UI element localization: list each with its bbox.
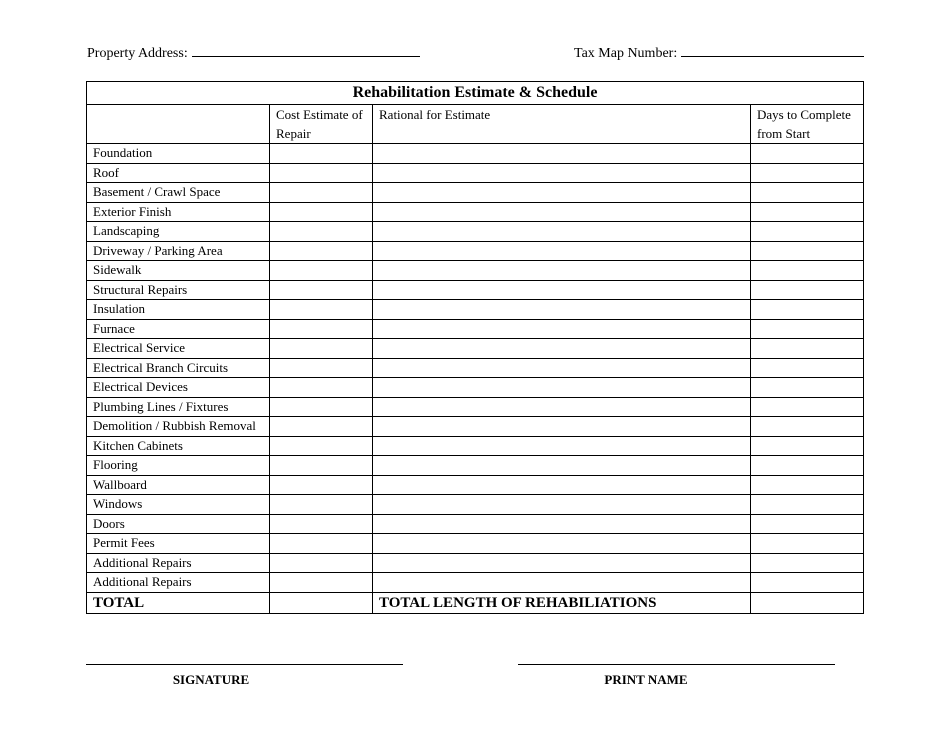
rationale-cell[interactable] — [373, 417, 751, 437]
column-header-rationale: Rational for Estimate — [373, 105, 751, 144]
rationale-cell[interactable] — [373, 241, 751, 261]
cost-estimate-cell[interactable] — [270, 222, 373, 242]
row-item-label: Basement / Crawl Space — [87, 183, 270, 203]
days-to-complete-cell[interactable] — [751, 495, 864, 515]
table-row — [87, 261, 864, 281]
row-item-label: Landscaping — [87, 222, 270, 242]
rationale-cell[interactable] — [373, 319, 751, 339]
cost-estimate-cell[interactable] — [270, 144, 373, 164]
cost-estimate-cell[interactable] — [270, 358, 373, 378]
total-row — [87, 592, 864, 613]
column-header-row — [87, 105, 864, 144]
days-to-complete-cell[interactable] — [751, 534, 864, 554]
cost-estimate-cell[interactable] — [270, 553, 373, 573]
property-address-input-line[interactable] — [192, 42, 420, 57]
signature-label: SIGNATURE — [172, 672, 250, 687]
days-to-complete-cell[interactable] — [751, 514, 864, 534]
days-to-complete-cell[interactable] — [751, 339, 864, 359]
rationale-cell[interactable] — [373, 261, 751, 281]
row-item-label: Permit Fees — [87, 534, 270, 554]
row-item-label: Doors — [87, 514, 270, 534]
rationale-cell[interactable] — [373, 183, 751, 203]
rationale-cell[interactable] — [373, 358, 751, 378]
days-to-complete-cell[interactable] — [751, 397, 864, 417]
rehabilitation-estimate-table — [86, 81, 864, 614]
rationale-cell[interactable] — [373, 436, 751, 456]
row-item-label: Electrical Branch Circuits — [87, 358, 270, 378]
row-item-label: Roof — [87, 163, 270, 183]
property-address-field — [87, 42, 420, 62]
days-to-complete-cell[interactable] — [751, 163, 864, 183]
cost-estimate-cell[interactable] — [270, 378, 373, 398]
cost-estimate-cell[interactable] — [270, 475, 373, 495]
cost-estimate-cell[interactable] — [270, 261, 373, 281]
tax-map-number-label: Tax Map Number: — [574, 46, 678, 61]
rationale-cell[interactable] — [373, 280, 751, 300]
table-row — [87, 319, 864, 339]
table-row — [87, 397, 864, 417]
cost-estimate-cell[interactable] — [270, 183, 373, 203]
table-row — [87, 514, 864, 534]
days-to-complete-cell[interactable] — [751, 436, 864, 456]
tax-map-number-field — [574, 42, 864, 62]
rationale-cell[interactable] — [373, 475, 751, 495]
cost-estimate-cell[interactable] — [270, 319, 373, 339]
table-row — [87, 436, 864, 456]
rationale-cell[interactable] — [373, 495, 751, 515]
table-row — [87, 280, 864, 300]
cost-estimate-cell[interactable] — [270, 397, 373, 417]
rationale-cell[interactable] — [373, 573, 751, 593]
days-to-complete-cell[interactable] — [751, 475, 864, 495]
cost-estimate-cell[interactable] — [270, 339, 373, 359]
table-row — [87, 495, 864, 515]
row-item-label: Wallboard — [87, 475, 270, 495]
table-row — [87, 202, 864, 222]
days-to-complete-cell[interactable] — [751, 456, 864, 476]
cost-estimate-cell[interactable] — [270, 534, 373, 554]
table-title: Rehabilitation Estimate & Schedule — [87, 82, 864, 105]
total-days-cell[interactable] — [751, 592, 864, 613]
column-header-cost-estimate: Cost Estimate of Repair — [270, 105, 373, 144]
days-to-complete-cell[interactable] — [751, 261, 864, 281]
days-to-complete-cell[interactable] — [751, 319, 864, 339]
days-to-complete-cell[interactable] — [751, 553, 864, 573]
table-row — [87, 378, 864, 398]
days-to-complete-cell[interactable] — [751, 378, 864, 398]
table-row — [87, 417, 864, 437]
rationale-cell[interactable] — [373, 163, 751, 183]
days-to-complete-cell[interactable] — [751, 300, 864, 320]
row-item-label: Exterior Finish — [87, 202, 270, 222]
row-item-label: Electrical Service — [87, 339, 270, 359]
rationale-cell[interactable] — [373, 144, 751, 164]
print-name-line[interactable] — [518, 664, 835, 665]
rationale-cell[interactable] — [373, 534, 751, 554]
rationale-cell[interactable] — [373, 378, 751, 398]
rationale-cell[interactable] — [373, 553, 751, 573]
days-to-complete-cell[interactable] — [751, 417, 864, 437]
cost-estimate-cell[interactable] — [270, 573, 373, 593]
cost-estimate-cell[interactable] — [270, 495, 373, 515]
row-item-label: Foundation — [87, 144, 270, 164]
rationale-cell[interactable] — [373, 397, 751, 417]
rationale-cell[interactable] — [373, 222, 751, 242]
total-cost-cell[interactable] — [270, 592, 373, 613]
row-item-label: Plumbing Lines / Fixtures — [87, 397, 270, 417]
table-row — [87, 358, 864, 378]
row-item-label: Windows — [87, 495, 270, 515]
table-row — [87, 573, 864, 593]
cost-estimate-cell[interactable] — [270, 280, 373, 300]
rationale-cell[interactable] — [373, 202, 751, 222]
row-item-label: Structural Repairs — [87, 280, 270, 300]
days-to-complete-cell[interactable] — [751, 222, 864, 242]
days-to-complete-cell[interactable] — [751, 241, 864, 261]
row-item-label: Additional Repairs — [87, 553, 270, 573]
print-name-label: PRINT NAME — [604, 672, 688, 687]
rationale-cell[interactable] — [373, 300, 751, 320]
rationale-cell[interactable] — [373, 514, 751, 534]
days-to-complete-cell[interactable] — [751, 358, 864, 378]
property-address-label: Property Address: — [87, 46, 188, 61]
days-to-complete-cell[interactable] — [751, 183, 864, 203]
table-row — [87, 300, 864, 320]
table-row — [87, 553, 864, 573]
total-length-label: TOTAL LENGTH OF REHABILIATIONS — [373, 592, 751, 613]
row-item-label: Insulation — [87, 300, 270, 320]
rationale-cell[interactable] — [373, 456, 751, 476]
days-to-complete-cell[interactable] — [751, 573, 864, 593]
row-item-label: Furnace — [87, 319, 270, 339]
table-row — [87, 241, 864, 261]
row-item-label: Driveway / Parking Area — [87, 241, 270, 261]
table-row — [87, 534, 864, 554]
table-row — [87, 456, 864, 476]
table-row — [87, 183, 864, 203]
row-item-label: Flooring — [87, 456, 270, 476]
column-header-item — [87, 105, 270, 144]
table-row — [87, 144, 864, 164]
table-row — [87, 339, 864, 359]
total-label: TOTAL — [87, 592, 270, 613]
cost-estimate-cell[interactable] — [270, 456, 373, 476]
cost-estimate-cell[interactable] — [270, 300, 373, 320]
cost-estimate-cell[interactable] — [270, 241, 373, 261]
table-row — [87, 475, 864, 495]
table-row — [87, 163, 864, 183]
signature-line[interactable] — [86, 664, 403, 665]
days-to-complete-cell[interactable] — [751, 144, 864, 164]
cost-estimate-cell[interactable] — [270, 514, 373, 534]
table-row — [87, 222, 864, 242]
cost-estimate-cell[interactable] — [270, 163, 373, 183]
row-item-label: Electrical Devices — [87, 378, 270, 398]
column-header-days-to-complete: Days to Complete from Start — [751, 105, 864, 144]
tax-map-number-input-line[interactable] — [681, 42, 864, 57]
cost-estimate-cell[interactable] — [270, 417, 373, 437]
row-item-label: Demolition / Rubbish Removal — [87, 417, 270, 437]
row-item-label: Sidewalk — [87, 261, 270, 281]
row-item-label: Additional Repairs — [87, 573, 270, 593]
cost-estimate-cell[interactable] — [270, 202, 373, 222]
days-to-complete-cell[interactable] — [751, 280, 864, 300]
row-item-label: Kitchen Cabinets — [87, 436, 270, 456]
rationale-cell[interactable] — [373, 339, 751, 359]
cost-estimate-cell[interactable] — [270, 436, 373, 456]
days-to-complete-cell[interactable] — [751, 202, 864, 222]
